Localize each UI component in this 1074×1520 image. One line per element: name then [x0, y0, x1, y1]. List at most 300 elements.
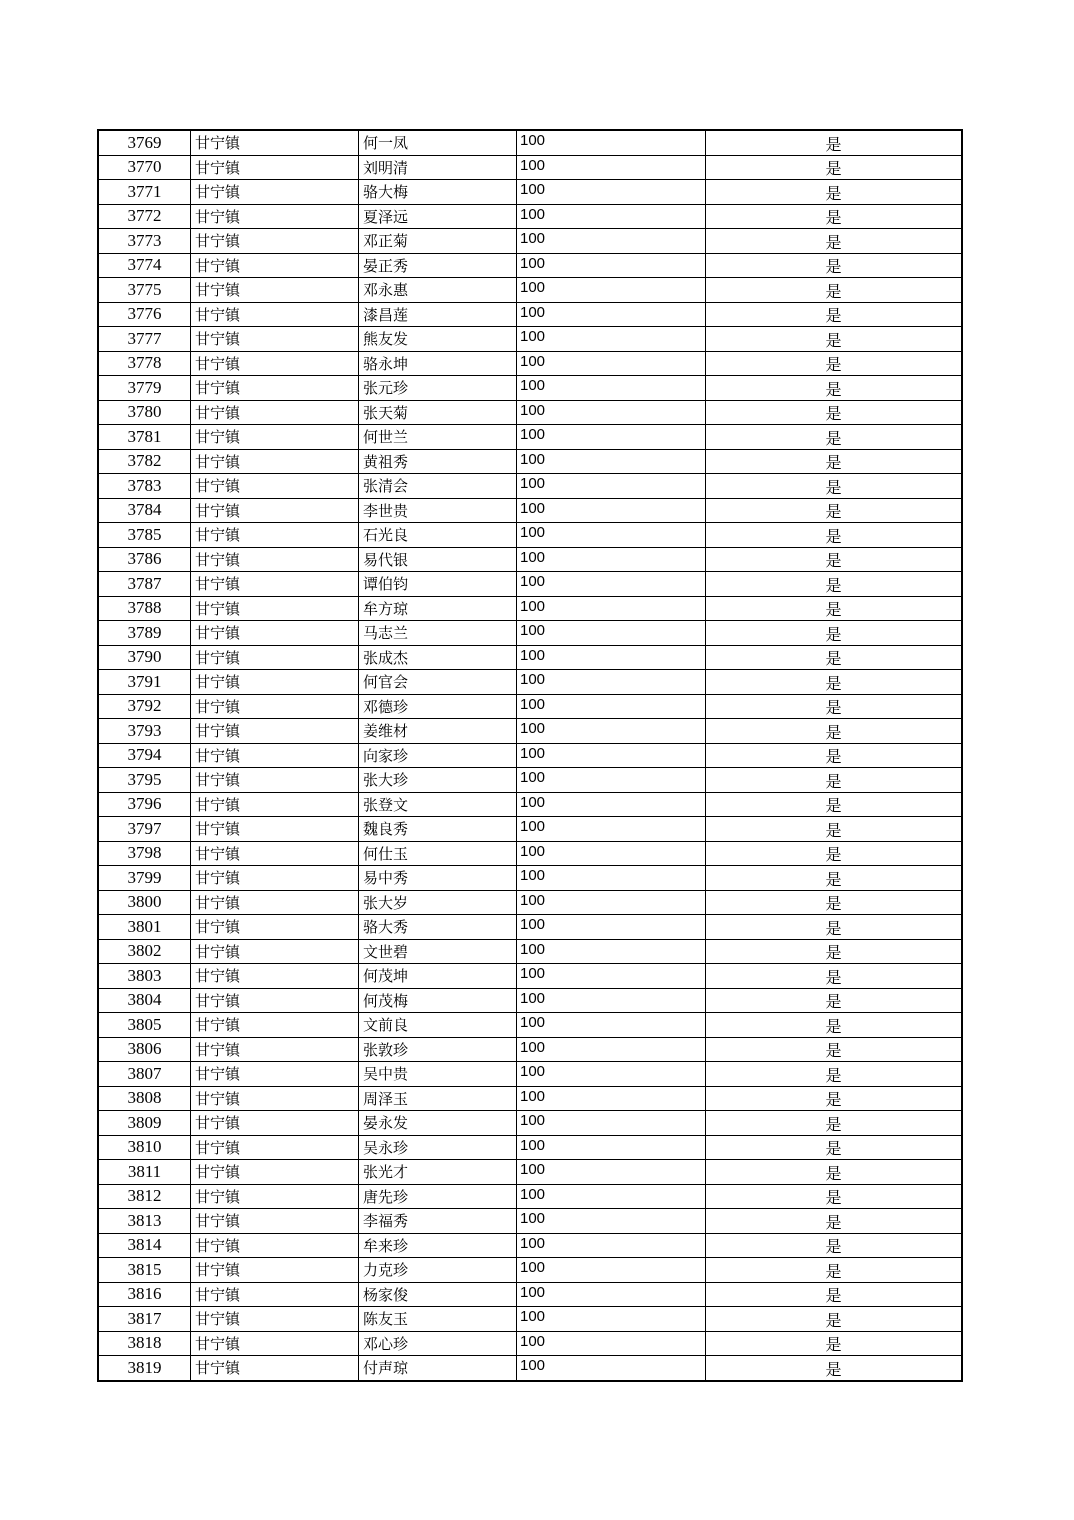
- town-cell: 甘宁镇: [191, 155, 359, 180]
- amount-cell: 100: [517, 130, 706, 155]
- row-number-cell: 3780: [98, 400, 191, 425]
- person-name-cell: 文前良: [359, 1013, 517, 1038]
- person-name-cell: 邓心珍: [359, 1331, 517, 1356]
- town-cell: 甘宁镇: [191, 645, 359, 670]
- person-name-cell: 张大岁: [359, 890, 517, 915]
- status-cell: 是: [706, 1258, 963, 1283]
- person-name-cell: 何官会: [359, 670, 517, 695]
- person-name-cell: 陈友玉: [359, 1307, 517, 1332]
- row-number-cell: 3784: [98, 498, 191, 523]
- person-name-cell: 何仕玉: [359, 841, 517, 866]
- town-cell: 甘宁镇: [191, 180, 359, 205]
- row-number-cell: 3815: [98, 1258, 191, 1283]
- row-number-cell: 3793: [98, 719, 191, 744]
- town-cell: 甘宁镇: [191, 621, 359, 646]
- amount-cell: 100: [517, 1356, 706, 1381]
- town-cell: 甘宁镇: [191, 939, 359, 964]
- table-row: [98, 694, 962, 719]
- row-number-cell: 3812: [98, 1184, 191, 1209]
- row-number-cell: 3794: [98, 743, 191, 768]
- row-number-cell: 3775: [98, 278, 191, 303]
- row-number-cell: 3803: [98, 964, 191, 989]
- status-cell: 是: [706, 1086, 963, 1111]
- person-name-cell: 骆大梅: [359, 180, 517, 205]
- table-row: [98, 939, 962, 964]
- row-number-cell: 3788: [98, 596, 191, 621]
- table-row: [98, 1111, 962, 1136]
- status-cell: 是: [706, 327, 963, 352]
- table-row: [98, 327, 962, 352]
- person-name-cell: 吴永珍: [359, 1135, 517, 1160]
- amount-cell: 100: [517, 155, 706, 180]
- town-cell: 甘宁镇: [191, 596, 359, 621]
- amount-cell: 100: [517, 547, 706, 572]
- row-number-cell: 3782: [98, 449, 191, 474]
- amount-cell: 100: [517, 204, 706, 229]
- amount-cell: 100: [517, 694, 706, 719]
- person-name-cell: 牟来珍: [359, 1233, 517, 1258]
- row-number-cell: 3817: [98, 1307, 191, 1332]
- town-cell: 甘宁镇: [191, 425, 359, 450]
- town-cell: 甘宁镇: [191, 302, 359, 327]
- status-cell: 是: [706, 1356, 963, 1381]
- person-name-cell: 刘明清: [359, 155, 517, 180]
- row-number-cell: 3790: [98, 645, 191, 670]
- town-cell: 甘宁镇: [191, 1331, 359, 1356]
- town-cell: 甘宁镇: [191, 1086, 359, 1111]
- person-name-cell: 张元珍: [359, 376, 517, 401]
- person-name-cell: 马志兰: [359, 621, 517, 646]
- amount-cell: 100: [517, 498, 706, 523]
- amount-cell: 100: [517, 449, 706, 474]
- status-cell: 是: [706, 1331, 963, 1356]
- row-number-cell: 3813: [98, 1209, 191, 1234]
- row-number-cell: 3787: [98, 572, 191, 597]
- town-cell: 甘宁镇: [191, 253, 359, 278]
- row-number-cell: 3804: [98, 988, 191, 1013]
- amount-cell: 100: [517, 351, 706, 376]
- status-cell: 是: [706, 302, 963, 327]
- table-row: [98, 1331, 962, 1356]
- town-cell: 甘宁镇: [191, 204, 359, 229]
- person-name-cell: 李福秀: [359, 1209, 517, 1234]
- status-cell: 是: [706, 1062, 963, 1087]
- amount-cell: 100: [517, 1184, 706, 1209]
- amount-cell: 100: [517, 1135, 706, 1160]
- status-cell: 是: [706, 719, 963, 744]
- status-cell: 是: [706, 278, 963, 303]
- amount-cell: 100: [517, 817, 706, 842]
- status-cell: 是: [706, 1233, 963, 1258]
- amount-cell: 100: [517, 376, 706, 401]
- town-cell: 甘宁镇: [191, 670, 359, 695]
- person-name-cell: 何世兰: [359, 425, 517, 450]
- table-row: [98, 670, 962, 695]
- row-number-cell: 3818: [98, 1331, 191, 1356]
- amount-cell: 100: [517, 670, 706, 695]
- amount-cell: 100: [517, 596, 706, 621]
- town-cell: 甘宁镇: [191, 572, 359, 597]
- status-cell: 是: [706, 768, 963, 793]
- amount-cell: 100: [517, 1037, 706, 1062]
- amount-cell: 100: [517, 841, 706, 866]
- town-cell: 甘宁镇: [191, 1184, 359, 1209]
- table-row: [98, 1062, 962, 1087]
- town-cell: 甘宁镇: [191, 327, 359, 352]
- amount-cell: 100: [517, 768, 706, 793]
- amount-cell: 100: [517, 278, 706, 303]
- person-name-cell: 张清会: [359, 474, 517, 499]
- person-name-cell: 张登文: [359, 792, 517, 817]
- row-number-cell: 3791: [98, 670, 191, 695]
- table-row: [98, 964, 962, 989]
- town-cell: 甘宁镇: [191, 351, 359, 376]
- person-name-cell: 骆大秀: [359, 915, 517, 940]
- amount-cell: 100: [517, 915, 706, 940]
- table-row: [98, 400, 962, 425]
- person-name-cell: 骆永坤: [359, 351, 517, 376]
- amount-cell: 100: [517, 1282, 706, 1307]
- amount-cell: 100: [517, 400, 706, 425]
- amount-cell: 100: [517, 1086, 706, 1111]
- status-cell: 是: [706, 425, 963, 450]
- person-name-cell: 向家珍: [359, 743, 517, 768]
- town-cell: 甘宁镇: [191, 1013, 359, 1038]
- person-name-cell: 邓德珍: [359, 694, 517, 719]
- person-name-cell: 文世碧: [359, 939, 517, 964]
- data-table: [97, 129, 963, 1382]
- amount-cell: 100: [517, 1258, 706, 1283]
- table-row: [98, 890, 962, 915]
- table-row: [98, 1184, 962, 1209]
- town-cell: 甘宁镇: [191, 1062, 359, 1087]
- town-cell: 甘宁镇: [191, 988, 359, 1013]
- town-cell: 甘宁镇: [191, 866, 359, 891]
- person-name-cell: 黄祖秀: [359, 449, 517, 474]
- person-name-cell: 夏泽远: [359, 204, 517, 229]
- person-name-cell: 张光才: [359, 1160, 517, 1185]
- status-cell: 是: [706, 1160, 963, 1185]
- person-name-cell: 何一凤: [359, 130, 517, 155]
- table-row: [98, 915, 962, 940]
- row-number-cell: 3785: [98, 523, 191, 548]
- amount-cell: 100: [517, 1111, 706, 1136]
- amount-cell: 100: [517, 621, 706, 646]
- row-number-cell: 3789: [98, 621, 191, 646]
- table-row: [98, 621, 962, 646]
- town-cell: 甘宁镇: [191, 449, 359, 474]
- status-cell: 是: [706, 547, 963, 572]
- status-cell: 是: [706, 596, 963, 621]
- status-cell: 是: [706, 841, 963, 866]
- table-row: [98, 425, 962, 450]
- person-name-cell: 付声琼: [359, 1356, 517, 1381]
- status-cell: 是: [706, 1013, 963, 1038]
- amount-cell: 100: [517, 327, 706, 352]
- row-number-cell: 3807: [98, 1062, 191, 1087]
- status-cell: 是: [706, 1111, 963, 1136]
- table-row: [98, 302, 962, 327]
- table-row: [98, 1160, 962, 1185]
- town-cell: 甘宁镇: [191, 964, 359, 989]
- person-name-cell: 易代银: [359, 547, 517, 572]
- status-cell: 是: [706, 376, 963, 401]
- status-cell: 是: [706, 915, 963, 940]
- amount-cell: 100: [517, 964, 706, 989]
- town-cell: 甘宁镇: [191, 523, 359, 548]
- amount-cell: 100: [517, 572, 706, 597]
- person-name-cell: 李世贵: [359, 498, 517, 523]
- amount-cell: 100: [517, 743, 706, 768]
- row-number-cell: 3779: [98, 376, 191, 401]
- status-cell: 是: [706, 866, 963, 891]
- amount-cell: 100: [517, 1013, 706, 1038]
- person-name-cell: 何茂梅: [359, 988, 517, 1013]
- amount-cell: 100: [517, 425, 706, 450]
- row-number-cell: 3809: [98, 1111, 191, 1136]
- row-number-cell: 3773: [98, 229, 191, 254]
- row-number-cell: 3806: [98, 1037, 191, 1062]
- town-cell: 甘宁镇: [191, 278, 359, 303]
- person-name-cell: 魏良秀: [359, 817, 517, 842]
- status-cell: 是: [706, 939, 963, 964]
- amount-cell: 100: [517, 523, 706, 548]
- status-cell: 是: [706, 400, 963, 425]
- row-number-cell: 3808: [98, 1086, 191, 1111]
- person-name-cell: 漆昌莲: [359, 302, 517, 327]
- row-number-cell: 3792: [98, 694, 191, 719]
- table-row: [98, 253, 962, 278]
- table-row: [98, 1282, 962, 1307]
- person-name-cell: 吴中贵: [359, 1062, 517, 1087]
- table-row: [98, 743, 962, 768]
- table-row: [98, 278, 962, 303]
- table-row: [98, 1013, 962, 1038]
- town-cell: 甘宁镇: [191, 1282, 359, 1307]
- town-cell: 甘宁镇: [191, 376, 359, 401]
- amount-cell: 100: [517, 302, 706, 327]
- row-number-cell: 3802: [98, 939, 191, 964]
- status-cell: 是: [706, 817, 963, 842]
- amount-cell: 100: [517, 719, 706, 744]
- row-number-cell: 3776: [98, 302, 191, 327]
- person-name-cell: 张大珍: [359, 768, 517, 793]
- status-cell: 是: [706, 1307, 963, 1332]
- person-name-cell: 周泽玉: [359, 1086, 517, 1111]
- town-cell: 甘宁镇: [191, 1258, 359, 1283]
- status-cell: 是: [706, 1209, 963, 1234]
- amount-cell: 100: [517, 645, 706, 670]
- status-cell: 是: [706, 1037, 963, 1062]
- row-number-cell: 3786: [98, 547, 191, 572]
- status-cell: 是: [706, 743, 963, 768]
- row-number-cell: 3797: [98, 817, 191, 842]
- amount-cell: 100: [517, 1331, 706, 1356]
- town-cell: 甘宁镇: [191, 1111, 359, 1136]
- town-cell: 甘宁镇: [191, 229, 359, 254]
- table-row: [98, 523, 962, 548]
- row-number-cell: 3816: [98, 1282, 191, 1307]
- table-row: [98, 1258, 962, 1283]
- table-row: [98, 719, 962, 744]
- amount-cell: 100: [517, 988, 706, 1013]
- town-cell: 甘宁镇: [191, 474, 359, 499]
- amount-cell: 100: [517, 253, 706, 278]
- row-number-cell: 3801: [98, 915, 191, 940]
- row-number-cell: 3774: [98, 253, 191, 278]
- status-cell: 是: [706, 130, 963, 155]
- person-name-cell: 邓永惠: [359, 278, 517, 303]
- town-cell: 甘宁镇: [191, 1037, 359, 1062]
- status-cell: 是: [706, 964, 963, 989]
- table-row: [98, 866, 962, 891]
- amount-cell: 100: [517, 1233, 706, 1258]
- person-name-cell: 唐先珍: [359, 1184, 517, 1209]
- table-row: [98, 1037, 962, 1062]
- row-number-cell: 3770: [98, 155, 191, 180]
- town-cell: 甘宁镇: [191, 1233, 359, 1258]
- amount-cell: 100: [517, 1209, 706, 1234]
- amount-cell: 100: [517, 890, 706, 915]
- table-row: [98, 768, 962, 793]
- table-row: [98, 817, 962, 842]
- status-cell: 是: [706, 180, 963, 205]
- person-name-cell: 何茂坤: [359, 964, 517, 989]
- status-cell: 是: [706, 474, 963, 499]
- row-number-cell: 3769: [98, 130, 191, 155]
- row-number-cell: 3772: [98, 204, 191, 229]
- status-cell: 是: [706, 572, 963, 597]
- table-row: [98, 474, 962, 499]
- row-number-cell: 3771: [98, 180, 191, 205]
- status-cell: 是: [706, 229, 963, 254]
- person-name-cell: 张成杰: [359, 645, 517, 670]
- status-cell: 是: [706, 449, 963, 474]
- row-number-cell: 3777: [98, 327, 191, 352]
- person-name-cell: 石光良: [359, 523, 517, 548]
- table-row: [98, 155, 962, 180]
- town-cell: 甘宁镇: [191, 694, 359, 719]
- town-cell: 甘宁镇: [191, 743, 359, 768]
- town-cell: 甘宁镇: [191, 1160, 359, 1185]
- status-cell: 是: [706, 204, 963, 229]
- table-row: [98, 204, 962, 229]
- table-row: [98, 130, 962, 155]
- status-cell: 是: [706, 523, 963, 548]
- row-number-cell: 3799: [98, 866, 191, 891]
- amount-cell: 100: [517, 939, 706, 964]
- town-cell: 甘宁镇: [191, 1209, 359, 1234]
- town-cell: 甘宁镇: [191, 547, 359, 572]
- person-name-cell: 晏永发: [359, 1111, 517, 1136]
- town-cell: 甘宁镇: [191, 768, 359, 793]
- town-cell: 甘宁镇: [191, 1307, 359, 1332]
- person-name-cell: 邓正菊: [359, 229, 517, 254]
- row-number-cell: 3800: [98, 890, 191, 915]
- town-cell: 甘宁镇: [191, 915, 359, 940]
- town-cell: 甘宁镇: [191, 841, 359, 866]
- status-cell: 是: [706, 890, 963, 915]
- person-name-cell: 杨家俊: [359, 1282, 517, 1307]
- status-cell: 是: [706, 694, 963, 719]
- amount-cell: 100: [517, 1062, 706, 1087]
- amount-cell: 100: [517, 180, 706, 205]
- row-number-cell: 3796: [98, 792, 191, 817]
- person-name-cell: 张天菊: [359, 400, 517, 425]
- table-row: [98, 988, 962, 1013]
- row-number-cell: 3795: [98, 768, 191, 793]
- table-row: [98, 351, 962, 376]
- person-name-cell: 熊友发: [359, 327, 517, 352]
- amount-cell: 100: [517, 866, 706, 891]
- person-name-cell: 谭伯钧: [359, 572, 517, 597]
- row-number-cell: 3805: [98, 1013, 191, 1038]
- table-row: [98, 596, 962, 621]
- town-cell: 甘宁镇: [191, 1356, 359, 1381]
- person-name-cell: 晏正秀: [359, 253, 517, 278]
- status-cell: 是: [706, 621, 963, 646]
- status-cell: 是: [706, 1135, 963, 1160]
- row-number-cell: 3798: [98, 841, 191, 866]
- town-cell: 甘宁镇: [191, 792, 359, 817]
- status-cell: 是: [706, 988, 963, 1013]
- table-row: [98, 1233, 962, 1258]
- table-body: [98, 130, 962, 1381]
- status-cell: 是: [706, 351, 963, 376]
- status-cell: 是: [706, 1282, 963, 1307]
- row-number-cell: 3810: [98, 1135, 191, 1160]
- row-number-cell: 3814: [98, 1233, 191, 1258]
- table-row: [98, 1135, 962, 1160]
- table-row: [98, 498, 962, 523]
- town-cell: 甘宁镇: [191, 498, 359, 523]
- amount-cell: 100: [517, 474, 706, 499]
- status-cell: 是: [706, 253, 963, 278]
- town-cell: 甘宁镇: [191, 719, 359, 744]
- amount-cell: 100: [517, 229, 706, 254]
- table-row: [98, 792, 962, 817]
- town-cell: 甘宁镇: [191, 890, 359, 915]
- amount-cell: 100: [517, 1307, 706, 1332]
- table-row: [98, 572, 962, 597]
- town-cell: 甘宁镇: [191, 1135, 359, 1160]
- table-row: [98, 376, 962, 401]
- table-row: [98, 449, 962, 474]
- amount-cell: 100: [517, 1160, 706, 1185]
- row-number-cell: 3781: [98, 425, 191, 450]
- table-row: [98, 1307, 962, 1332]
- table-row: [98, 1209, 962, 1234]
- status-cell: 是: [706, 155, 963, 180]
- row-number-cell: 3783: [98, 474, 191, 499]
- table-row: [98, 1356, 962, 1381]
- status-cell: 是: [706, 1184, 963, 1209]
- status-cell: 是: [706, 498, 963, 523]
- town-cell: 甘宁镇: [191, 817, 359, 842]
- person-name-cell: 姜维材: [359, 719, 517, 744]
- table-row: [98, 547, 962, 572]
- table-row: [98, 841, 962, 866]
- row-number-cell: 3778: [98, 351, 191, 376]
- table-row: [98, 645, 962, 670]
- person-name-cell: 力克珍: [359, 1258, 517, 1283]
- status-cell: 是: [706, 792, 963, 817]
- person-name-cell: 易中秀: [359, 866, 517, 891]
- row-number-cell: 3819: [98, 1356, 191, 1381]
- person-name-cell: 张敦珍: [359, 1037, 517, 1062]
- row-number-cell: 3811: [98, 1160, 191, 1185]
- table-row: [98, 229, 962, 254]
